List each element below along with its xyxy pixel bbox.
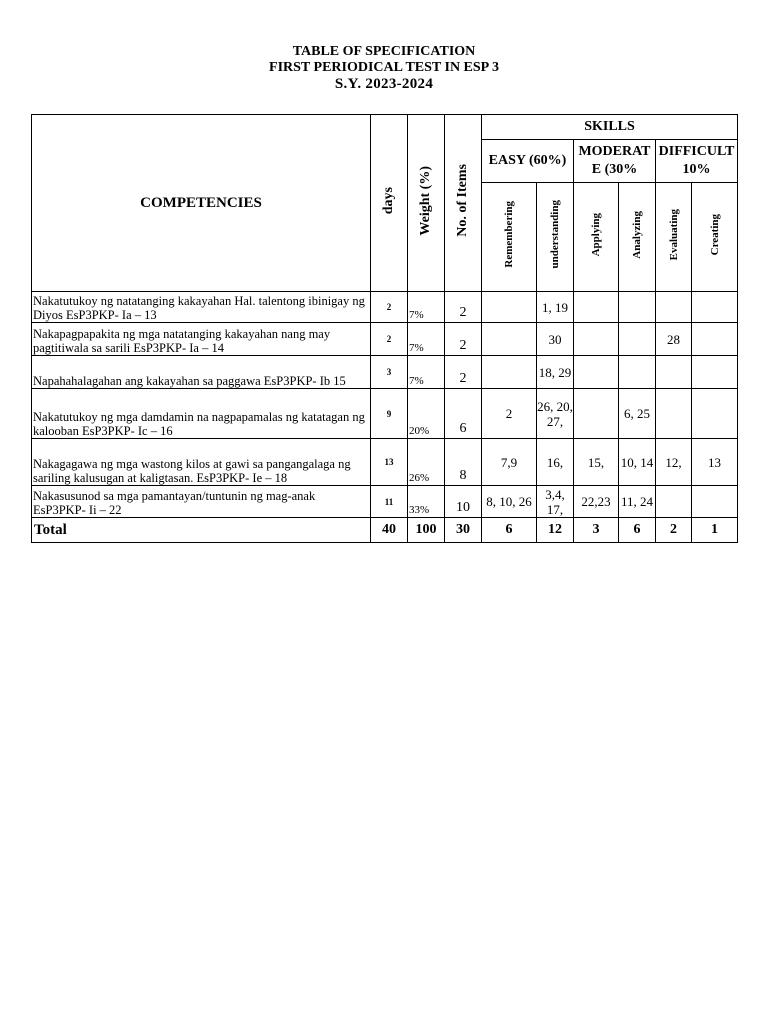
total-items: 30 [445,518,482,543]
creating-cell [692,486,738,518]
school-year: S.Y. 2023-2024 [334,76,434,92]
remembering-cell: 7,9 [482,439,537,486]
applying-cell [574,389,619,439]
creating-cell [692,292,738,323]
table-row [32,356,738,389]
skill-applying-header: Applying [574,183,619,292]
analyzing-cell [619,292,656,323]
skill-analyzing-header: Analyzing [619,183,656,292]
days-cell: 2 [371,292,408,323]
total-applying: 3 [574,518,619,543]
table-row [32,323,738,356]
competency-cell: Napahahalagahan ang kakayahan sa paggawa EsP3PKP- Ib 15 [32,356,371,389]
remembering-cell: 8, 10, 26 [482,486,537,518]
total-weight: 100 [408,518,445,543]
days-cell: 11 [371,486,408,518]
analyzing-cell: 11, 24 [619,486,656,518]
weight-cell: 26% [408,439,445,486]
skill-remembering-header: Remembering [482,183,537,292]
creating-cell [692,356,738,389]
days-cell: 2 [371,323,408,356]
applying-cell: 15, [574,439,619,486]
document-title: TABLE OF SPECIFICATION [292,44,476,59]
days-header: days [371,115,408,292]
table-row [32,292,738,323]
total-row [32,518,738,543]
creating-cell: 13 [692,439,738,486]
remembering-cell: 2 [482,389,537,439]
creating-cell [692,389,738,439]
creating-cell [692,323,738,356]
weight-header: Weight (%) [408,115,445,292]
remembering-cell [482,292,537,323]
total-understanding: 12 [537,518,574,543]
header-row-1 [32,115,738,140]
evaluating-cell [656,486,692,518]
total-days: 40 [371,518,408,543]
document-subtitle: FIRST PERIODICAL TEST IN ESP 3 [269,60,499,75]
skills-header: SKILLS [482,115,738,140]
evaluating-cell [656,389,692,439]
competency-cell: Nakatutukoy ng natatanging kakayahan Hal. talentong ibinigay ng Diyos EsP3PKP- Ia – 13 [32,292,371,323]
competency-cell: Nakasusunod sa mga pamantayan/tuntunin ng mag-anak EsP3PKP- Ii – 22 [32,486,371,518]
evaluating-cell: 28 [656,323,692,356]
understanding-cell: 30 [537,323,574,356]
weight-cell: 7% [408,356,445,389]
total-analyzing: 6 [619,518,656,543]
competency-cell: Nakapagpapakita ng mga natatanging kakayahan nang may pagtitiwala sa sarili EsP3PKP- Ia – 14 [32,323,371,356]
items-cell: 2 [445,323,482,356]
competency-cell: Nakagagawa ng mga wastong kilos at gawi sa pangangalaga ng sariling kalusugan at kaligtasan. EsP3PKP- Ie – 18 [32,439,371,486]
evaluating-cell [656,292,692,323]
days-cell: 3 [371,356,408,389]
items-cell: 2 [445,356,482,389]
specification-table [31,114,738,543]
skill-understanding-header: understanding [537,183,574,292]
items-cell: 6 [445,389,482,439]
items-cell: 10 [445,486,482,518]
evaluating-cell: 12, [656,439,692,486]
competency-cell: Nakatutukoy ng mga damdamin na nagpapamalas ng katatagan ng kalooban EsP3PKP- Ic – 16 [32,389,371,439]
days-cell: 9 [371,389,408,439]
applying-cell: 22,23 [574,486,619,518]
items-cell: 8 [445,439,482,486]
days-cell: 13 [371,439,408,486]
items-cell: 2 [445,292,482,323]
items-header: No. of Items [445,115,482,292]
competencies-header: COMPETENCIES [32,115,371,292]
applying-cell [574,292,619,323]
weight-cell: 20% [408,389,445,439]
difficult-header: DIFFICULT 10% [656,140,738,183]
analyzing-cell [619,323,656,356]
table-row [32,439,738,486]
total-creating: 1 [692,518,738,543]
evaluating-cell [656,356,692,389]
total-label: Total [32,518,371,543]
analyzing-cell: 6, 25 [619,389,656,439]
understanding-cell: 1, 19 [537,292,574,323]
moderate-header: MODERATE (30% [574,140,656,183]
understanding-cell: 18, 29 [537,356,574,389]
applying-cell [574,323,619,356]
analyzing-cell [619,356,656,389]
total-evaluating: 2 [656,518,692,543]
applying-cell [574,356,619,389]
analyzing-cell: 10, 14 [619,439,656,486]
skill-creating-header: Creating [692,183,738,292]
weight-cell: 7% [408,323,445,356]
easy-header: EASY (60%) [482,140,574,183]
weight-cell: 7% [408,292,445,323]
skill-evaluating-header: Evaluating [656,183,692,292]
understanding-cell: 26, 20, 27, [537,389,574,439]
remembering-cell [482,323,537,356]
weight-cell: 33% [408,486,445,518]
remembering-cell [482,356,537,389]
understanding-cell: 16, [537,439,574,486]
understanding-cell: 3,4, 17, [537,486,574,518]
total-remembering: 6 [482,518,537,543]
table-row [32,486,738,518]
table-row [32,389,738,439]
